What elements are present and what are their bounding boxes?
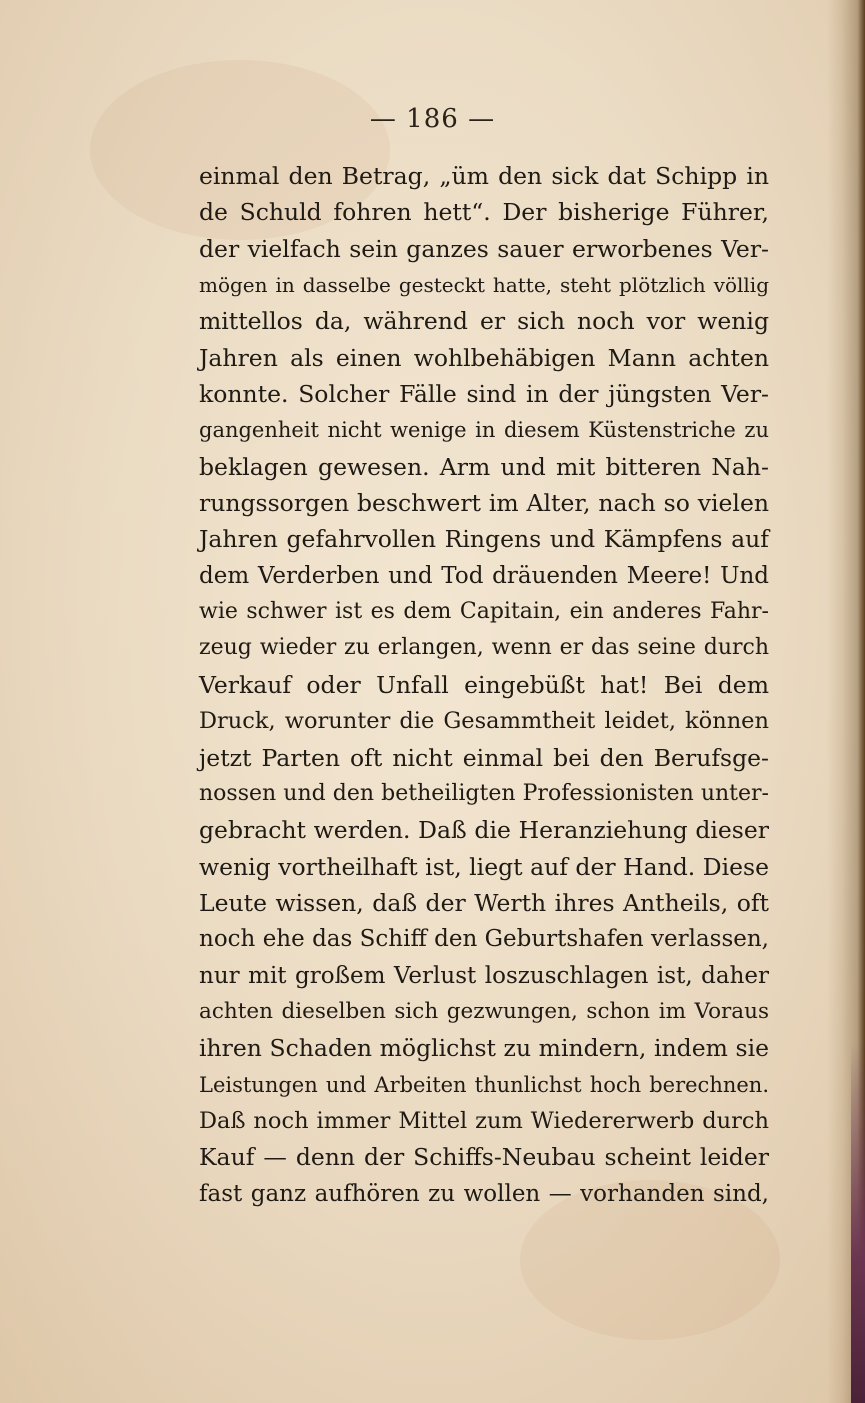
text-line: de Schuld fohren hett“. Der bisherige Führer, [199,198,769,227]
text-line: Druck, worunter die Gesammtheit leidet, können [199,708,769,735]
text-line: der vielfach sein ganzes sauer erworbenes Ver- [199,234,769,263]
text-line: beklagen gewesen. Arm und mit bitteren Nah- [199,452,769,481]
text-line: Daß noch immer Mittel zum Wiedererwerb durch [199,1107,769,1134]
text-line: einmal den Betrag, „üm den sick dat Schipp in [199,162,769,190]
text-line: mögen in dasselbe gesteckt hatte, steht plötzlich völlig [199,273,769,298]
book-cover-edge [851,1043,865,1403]
text-line: noch ehe das Schiff den Geburtshafen verlassen, [199,926,769,953]
text-line: nur mit großem Verlust loszuschlagen ist, daher [199,962,769,989]
text-line: wenig vortheilhaft ist, liegt auf der Hand. Diese [199,852,769,881]
text-line: Jahren gefahrvollen Ringens und Kämpfens auf [199,525,769,554]
text-line: ihren Schaden möglichst zu mindern, indem sie [199,1034,769,1063]
text-line: rungssorgen beschwert im Alter, nach so vielen [199,489,769,518]
text-line: mittellos da, während er sich noch vor wenig [199,307,769,336]
text-line: wie schwer ist es dem Capitain, ein anderes Fahr- [199,599,769,625]
text-line: gebracht werden. Daß die Heranziehung dieser [199,816,769,845]
text-line: jetzt Parten oft nicht einmal bei den Berufsge- [199,743,769,772]
text-line: Kauf — denn der Schiffs-Neubau scheint leider [199,1143,769,1172]
text-line: Leute wissen, daß der Werth ihres Antheils, oft [199,888,769,917]
text-line: Leistungen und Arbeiten thunlichst hoch berechnen. [199,1072,769,1097]
text-line: gangenheit nicht wenige in diesem Küstenstriche zu [199,418,769,443]
text-line: konnte. Solcher Fälle sind in der jüngsten Ver- [199,380,769,409]
text-line: dem Verderben und Tod dräuenden Meere! Und [199,562,769,589]
body-text [199,158,769,1212]
text-line: fast ganz aufhören zu wollen — vorhanden sind, [199,1180,769,1207]
text-line: zeug wieder zu erlangen, wenn er das seine durch [199,635,769,661]
page-number: — 186 — [369,104,496,134]
text-line: achten dieselben sich gezwungen, schon im Voraus [199,998,769,1024]
text-line: Verkauf oder Unfall eingebüßt hat! Bei dem [199,670,769,699]
text-line: Jahren als einen wohlbehäbigen Mann achten [199,343,769,372]
text-line: nossen und den betheiligten Professionisten unter- [199,780,769,806]
